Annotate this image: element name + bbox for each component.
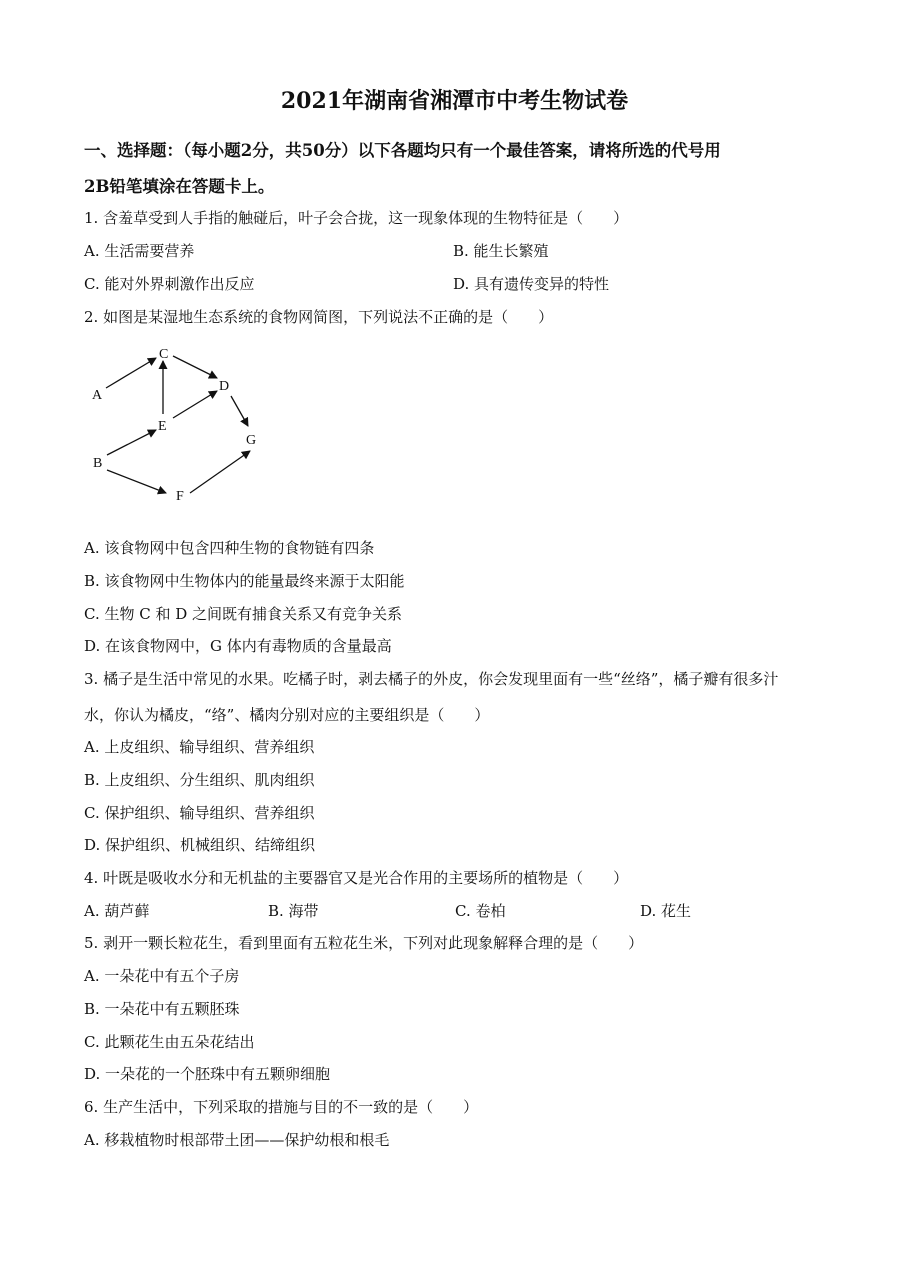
question-6-option-a: A. 移栽植物时根部带土团——保护幼根和根毛 (84, 1131, 390, 1149)
food-web-arrow-f-g (190, 451, 250, 493)
question-1-option-d: D. 具有遗传变异的特性 (453, 275, 610, 293)
question-2-option-b: B. 该食物网中生物体内的能量最终来源于太阳能 (84, 572, 405, 590)
food-web-node-e: E (158, 419, 167, 434)
question-1-stem: 1. 含羞草受到人手指的触碰后，叶子会合拢，这一现象体现的生物特征是（ ） (84, 209, 629, 227)
food-web-node-a: A (92, 388, 103, 403)
food-web-arrow-b-e (107, 430, 156, 455)
food-web-node-d: D (219, 379, 230, 394)
question-3-option-d: D. 保护组织、机械组织、结缔组织 (84, 836, 316, 854)
question-2-option-d: D. 在该食物网中，G 体内有毒物质的含量最高 (84, 637, 392, 655)
section-heading-line1: 一、选择题：（每小题2分，共50分）以下各题均只有一个最佳答案，请将所选的代号用 (84, 141, 721, 160)
question-3-stem-line1: 3. 橘子是生活中常见的水果。吃橘子时，剥去橘子的外皮，你会发现里面有一些“丝络”，橘子瓣有很多汁 (84, 670, 779, 688)
question-6-stem: 6. 生产生活中，下列采取的措施与目的不一致的是（ ） (84, 1098, 479, 1116)
question-5-option-a: A. 一朵花中有五个子房 (84, 967, 240, 985)
food-web-node-f: F (176, 489, 184, 504)
food-web-diagram (80, 338, 280, 513)
page-title: 2021年湖南省湘潭市中考生物试卷 (280, 88, 629, 114)
food-web-node-g: G (246, 433, 257, 448)
question-5-option-b: B. 一朵花中有五颗胚珠 (84, 1000, 240, 1018)
question-4-stem: 4. 叶既是吸收水分和无机盐的主要器官又是光合作用的主要场所的植物是（ ） (84, 869, 629, 887)
food-web-arrow-b-f (107, 470, 166, 493)
food-web-arrow-d-g (231, 396, 248, 426)
question-4-option-a: A. 葫芦藓 (84, 902, 150, 920)
food-web-arrow-e-d (173, 391, 217, 418)
question-4-option-c: C. 卷柏 (455, 902, 506, 920)
question-1-option-c: C. 能对外界刺激作出反应 (84, 275, 255, 293)
question-5-option-c: C. 此颗花生由五朵花结出 (84, 1033, 255, 1051)
section-heading-line2: 2B铅笔填涂在答题卡上。 (84, 177, 275, 196)
question-1-option-b: B. 能生长繁殖 (453, 242, 549, 260)
question-3-option-c: C. 保护组织、输导组织、营养组织 (84, 804, 315, 822)
question-3-option-a: A. 上皮组织、输导组织、营养组织 (84, 738, 315, 756)
question-3-stem-line2: 水，你认为橘皮，“络”、橘肉分别对应的主要组织是（ ） (84, 706, 490, 724)
question-1-option-a: A. 生活需要营养 (84, 242, 195, 260)
question-2-option-a: A. 该食物网中包含四种生物的食物链有四条 (84, 539, 375, 557)
food-web-node-b: B (93, 456, 103, 471)
food-web-arrow-c-d (173, 356, 217, 378)
food-web-arrow-a-c (106, 358, 156, 388)
question-4-option-b: B. 海带 (268, 902, 319, 920)
question-2-option-c: C. 生物 C 和 D 之间既有捕食关系又有竞争关系 (84, 605, 403, 623)
question-2-stem: 2. 如图是某湿地生态系统的食物网简图，下列说法不正确的是（ ） (84, 308, 554, 326)
question-3-option-b: B. 上皮组织、分生组织、肌肉组织 (84, 771, 315, 789)
food-web-node-c: C (159, 347, 169, 362)
question-4-option-d: D. 花生 (640, 902, 692, 920)
question-5-option-d: D. 一朵花的一个胚珠中有五颗卵细胞 (84, 1065, 331, 1083)
question-5-stem: 5. 剥开一颗长粒花生，看到里面有五粒花生米，下列对此现象解释合理的是（ ） (84, 934, 644, 952)
